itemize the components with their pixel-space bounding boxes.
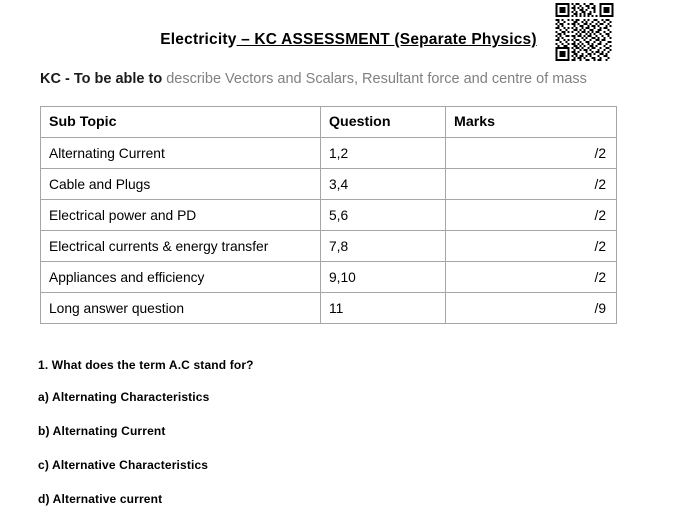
assessment-marks-table bbox=[40, 106, 617, 324]
cell-marks: /2 bbox=[446, 200, 617, 231]
cell-sub-topic: Electrical power and PD bbox=[41, 200, 321, 231]
table-row bbox=[41, 293, 617, 324]
cell-marks: /2 bbox=[446, 231, 617, 262]
objective-lead: KC - To be able to bbox=[40, 71, 167, 87]
cell-sub-topic: Alternating Current bbox=[41, 138, 321, 169]
cell-sub-topic: Electrical currents & energy transfer bbox=[41, 231, 321, 262]
question-1-option-d: d) Alternative current bbox=[38, 492, 163, 506]
cell-question: 9,10 bbox=[321, 262, 446, 293]
column-header-marks: Marks bbox=[446, 107, 617, 138]
table-row bbox=[41, 138, 617, 169]
question-1-option-b: b) Alternating Current bbox=[38, 424, 166, 438]
objective-description: describe Vectors and Scalars, Resultant force and centre of mass bbox=[166, 71, 587, 87]
table-row bbox=[41, 262, 617, 293]
table-row bbox=[41, 200, 617, 231]
column-header-sub-topic: Sub Topic bbox=[41, 107, 321, 138]
table-body bbox=[41, 138, 617, 324]
cell-marks: /2 bbox=[446, 169, 617, 200]
cell-marks: /2 bbox=[446, 262, 617, 293]
learning-objective bbox=[40, 71, 660, 87]
page-title-assessment: – KC ASSESSMENT (Separate Physics) bbox=[236, 31, 537, 48]
question-1-block bbox=[38, 358, 598, 506]
table-row bbox=[41, 169, 617, 200]
column-header-question: Question bbox=[321, 107, 446, 138]
cell-sub-topic: Cable and Plugs bbox=[41, 169, 321, 200]
table-row bbox=[41, 231, 617, 262]
cell-sub-topic: Appliances and efficiency bbox=[41, 262, 321, 293]
question-1-stem: 1. What does the term A.C stand for? bbox=[38, 358, 254, 372]
cell-question: 11 bbox=[321, 293, 446, 324]
question-1-option-c: c) Alternative Characteristics bbox=[38, 458, 209, 472]
page-title bbox=[0, 31, 697, 49]
cell-question: 5,6 bbox=[321, 200, 446, 231]
cell-question: 1,2 bbox=[321, 138, 446, 169]
cell-question: 3,4 bbox=[321, 169, 446, 200]
table-header-row bbox=[41, 107, 617, 138]
cell-marks: /2 bbox=[446, 138, 617, 169]
cell-question: 7,8 bbox=[321, 231, 446, 262]
question-1-option-a: a) Alternating Characteristics bbox=[38, 390, 210, 404]
cell-sub-topic: Long answer question bbox=[41, 293, 321, 324]
page-title-topic: Electricity bbox=[160, 31, 237, 48]
cell-marks: /9 bbox=[446, 293, 617, 324]
